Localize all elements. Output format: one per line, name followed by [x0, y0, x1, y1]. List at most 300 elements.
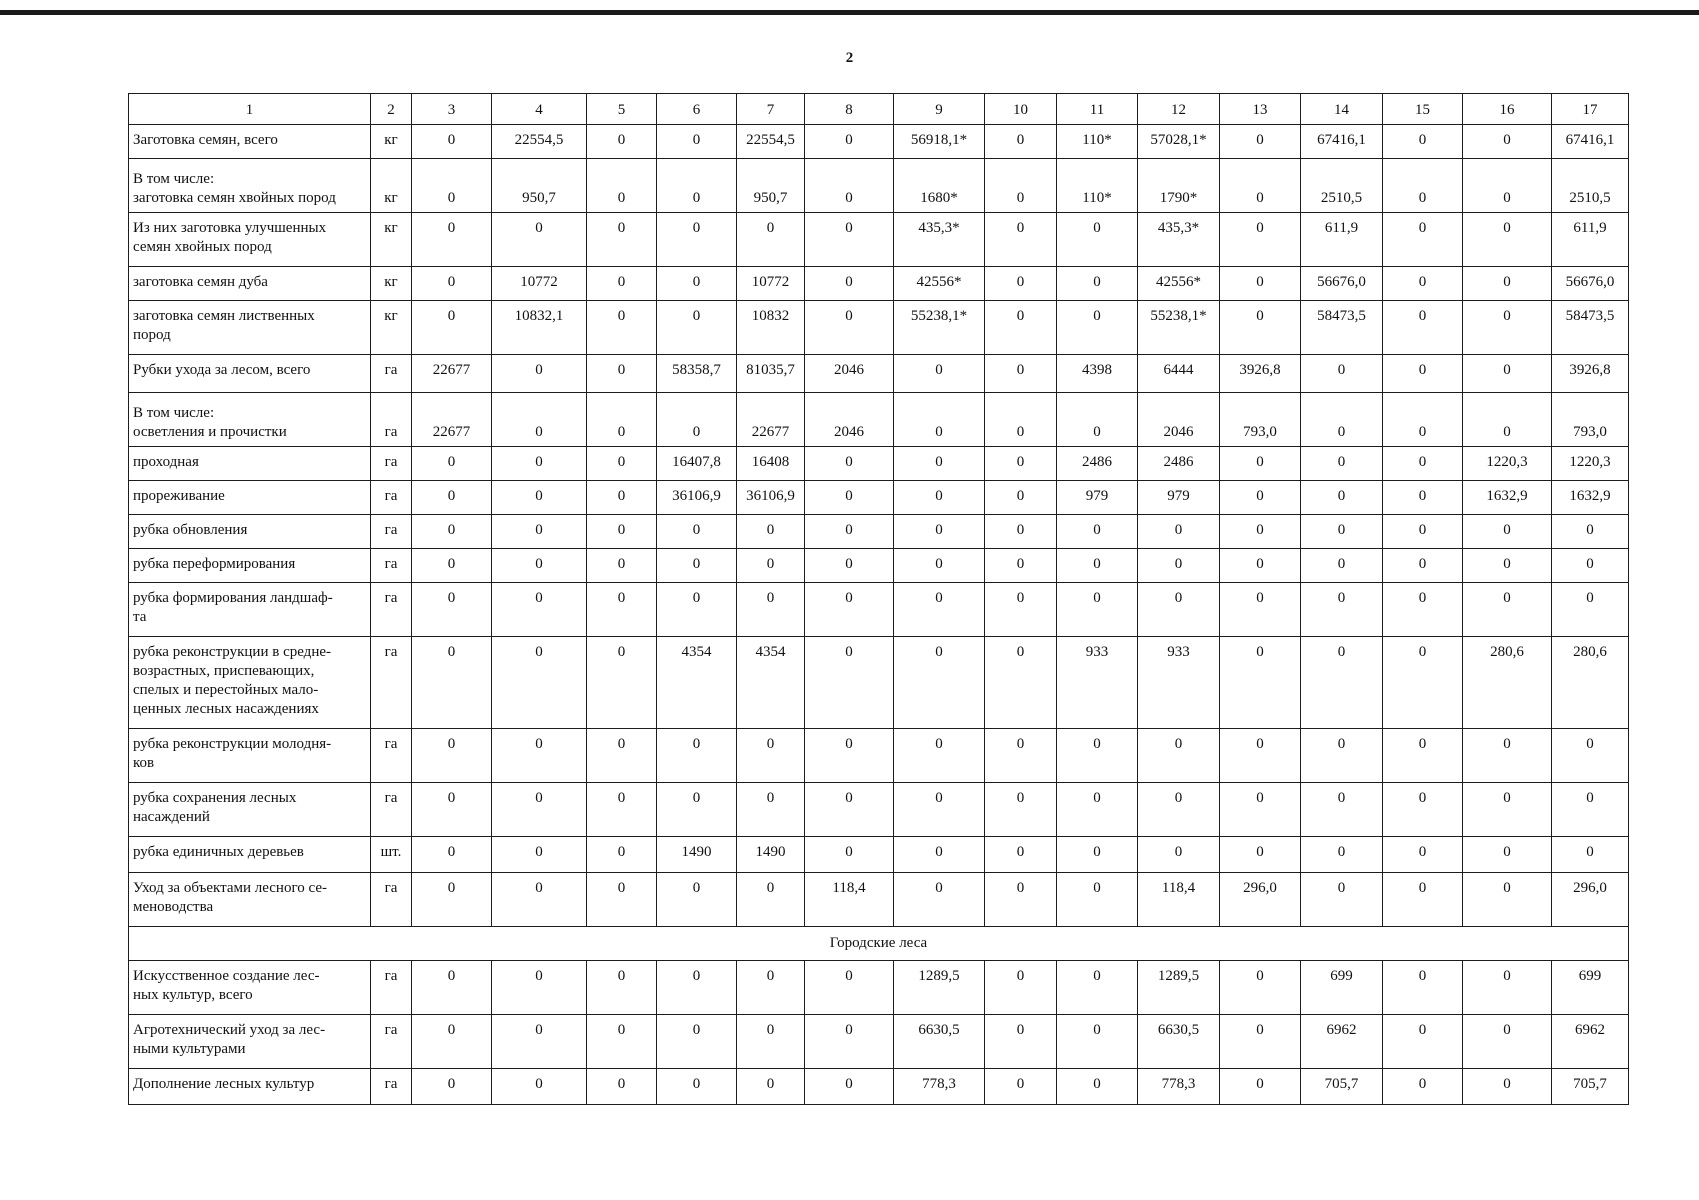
value-cell-col-13: 0	[1220, 159, 1301, 213]
value-cell-col-4: 0	[492, 515, 587, 549]
activity-name-line: ков	[133, 755, 155, 771]
value-cell-col-3: 22677	[412, 355, 492, 393]
activity-name-cell	[129, 549, 371, 583]
value-cell-col-15: 0	[1383, 355, 1463, 393]
activity-name-line: заготовка семян лиственных	[133, 308, 315, 324]
value-cell-col-12: 0	[1138, 729, 1220, 783]
value-cell-col-3: 0	[412, 301, 492, 355]
value-cell-col-17: 296,0	[1552, 873, 1629, 927]
value-cell-col-12: 55238,1*	[1138, 301, 1220, 355]
value-cell-col-3: 0	[412, 583, 492, 637]
value-cell-col-16: 1632,9	[1463, 481, 1552, 515]
value-cell-col-16: 0	[1463, 393, 1552, 447]
value-cell-col-13: 0	[1220, 447, 1301, 481]
value-cell-col-12: 6630,5	[1138, 1015, 1220, 1069]
column-header-17: 17	[1552, 94, 1629, 125]
value-cell-col-10: 0	[985, 1015, 1057, 1069]
value-cell-col-16: 0	[1463, 549, 1552, 583]
unit-cell: га	[371, 355, 412, 393]
value-cell-col-6: 16407,8	[657, 447, 737, 481]
value-cell-col-14: 56676,0	[1301, 267, 1383, 301]
value-cell-col-16: 0	[1463, 837, 1552, 873]
value-cell-col-7: 0	[737, 961, 805, 1015]
value-cell-col-15: 0	[1383, 583, 1463, 637]
value-cell-col-8: 0	[805, 637, 894, 729]
value-cell-col-15: 0	[1383, 447, 1463, 481]
activity-name-line: рубка формирования ландшаф-	[133, 590, 333, 606]
table-row	[129, 837, 1629, 873]
value-cell-col-8: 0	[805, 481, 894, 515]
value-cell-col-10: 0	[985, 637, 1057, 729]
activity-name-line: насаждений	[133, 809, 210, 825]
value-cell-col-8: 0	[805, 1015, 894, 1069]
value-cell-col-16: 0	[1463, 267, 1552, 301]
value-cell-col-11: 0	[1057, 213, 1138, 267]
column-header-5: 5	[587, 94, 657, 125]
value-cell-col-16: 1220,3	[1463, 447, 1552, 481]
value-cell-col-15: 0	[1383, 1015, 1463, 1069]
value-cell-col-3: 0	[412, 873, 492, 927]
value-cell-col-3: 0	[412, 1069, 492, 1105]
value-cell-col-16: 0	[1463, 1015, 1552, 1069]
table-row	[129, 301, 1629, 355]
value-cell-col-10: 0	[985, 481, 1057, 515]
value-cell-col-17: 705,7	[1552, 1069, 1629, 1105]
value-cell-col-6: 0	[657, 729, 737, 783]
value-cell-col-11: 0	[1057, 301, 1138, 355]
value-cell-col-6: 0	[657, 549, 737, 583]
value-cell-col-5: 0	[587, 393, 657, 447]
value-cell-col-13: 0	[1220, 837, 1301, 873]
value-cell-col-14: 6962	[1301, 1015, 1383, 1069]
value-cell-col-5: 0	[587, 267, 657, 301]
value-cell-col-15: 0	[1383, 549, 1463, 583]
value-cell-col-11: 0	[1057, 1015, 1138, 1069]
value-cell-col-9: 0	[894, 355, 985, 393]
value-cell-col-7: 0	[737, 1069, 805, 1105]
value-cell-col-12: 57028,1*	[1138, 125, 1220, 159]
activity-name-line: В том числе:	[133, 171, 215, 187]
value-cell-col-14: 0	[1301, 447, 1383, 481]
activity-name-cell	[129, 1015, 371, 1069]
table-row	[129, 515, 1629, 549]
value-cell-col-3: 0	[412, 159, 492, 213]
value-cell-col-7: 0	[737, 729, 805, 783]
value-cell-col-15: 0	[1383, 729, 1463, 783]
value-cell-col-13: 0	[1220, 515, 1301, 549]
unit-cell: га	[371, 729, 412, 783]
unit-cell: га	[371, 447, 412, 481]
value-cell-col-12: 0	[1138, 783, 1220, 837]
value-cell-col-11: 0	[1057, 873, 1138, 927]
activity-name-cell	[129, 125, 371, 159]
value-cell-col-8: 2046	[805, 355, 894, 393]
value-cell-col-10: 0	[985, 783, 1057, 837]
value-cell-col-5: 0	[587, 125, 657, 159]
value-cell-col-8: 2046	[805, 393, 894, 447]
value-cell-col-3: 0	[412, 837, 492, 873]
value-cell-col-13: 0	[1220, 481, 1301, 515]
activity-name-line: рубка реконструкции молодня-	[133, 736, 332, 752]
unit-cell: га	[371, 515, 412, 549]
value-cell-col-9: 778,3	[894, 1069, 985, 1105]
table-row	[129, 783, 1629, 837]
value-cell-col-17: 793,0	[1552, 393, 1629, 447]
value-cell-col-9: 0	[894, 447, 985, 481]
column-header-8: 8	[805, 94, 894, 125]
value-cell-col-13: 296,0	[1220, 873, 1301, 927]
activity-name-line: Дополнение лесных культур	[133, 1076, 315, 1092]
column-header-1: 1	[129, 94, 371, 125]
value-cell-col-14: 0	[1301, 729, 1383, 783]
activity-name-cell	[129, 393, 371, 447]
value-cell-col-3: 0	[412, 125, 492, 159]
value-cell-col-6: 58358,7	[657, 355, 737, 393]
value-cell-col-12: 933	[1138, 637, 1220, 729]
value-cell-col-12: 979	[1138, 481, 1220, 515]
value-cell-col-5: 0	[587, 1069, 657, 1105]
value-cell-col-7: 36106,9	[737, 481, 805, 515]
value-cell-col-11: 933	[1057, 637, 1138, 729]
value-cell-col-11: 0	[1057, 393, 1138, 447]
value-cell-col-6: 0	[657, 961, 737, 1015]
value-cell-col-4: 0	[492, 549, 587, 583]
value-cell-col-7: 0	[737, 583, 805, 637]
table-row	[129, 1015, 1629, 1069]
value-cell-col-17: 0	[1552, 515, 1629, 549]
value-cell-col-17: 0	[1552, 729, 1629, 783]
value-cell-col-11: 0	[1057, 783, 1138, 837]
value-cell-col-4: 0	[492, 447, 587, 481]
value-cell-col-10: 0	[985, 447, 1057, 481]
unit-cell: га	[371, 961, 412, 1015]
value-cell-col-5: 0	[587, 301, 657, 355]
activity-name-line: заготовка семян дуба	[133, 274, 268, 290]
unit-cell: га	[371, 393, 412, 447]
unit-cell: кг	[371, 125, 412, 159]
activity-name-cell	[129, 583, 371, 637]
value-cell-col-8: 0	[805, 125, 894, 159]
value-cell-col-12: 435,3*	[1138, 213, 1220, 267]
value-cell-col-13: 0	[1220, 1069, 1301, 1105]
activity-name-line: рубка сохранения лесных	[133, 790, 297, 806]
value-cell-col-16: 0	[1463, 873, 1552, 927]
value-cell-col-12: 118,4	[1138, 873, 1220, 927]
value-cell-col-12: 6444	[1138, 355, 1220, 393]
value-cell-col-7: 0	[737, 549, 805, 583]
value-cell-col-12: 1790*	[1138, 159, 1220, 213]
unit-cell: кг	[371, 301, 412, 355]
value-cell-col-15: 0	[1383, 873, 1463, 927]
value-cell-col-12: 0	[1138, 515, 1220, 549]
value-cell-col-11: 0	[1057, 515, 1138, 549]
value-cell-col-4: 0	[492, 637, 587, 729]
value-cell-col-4: 10832,1	[492, 301, 587, 355]
value-cell-col-9: 1289,5	[894, 961, 985, 1015]
value-cell-col-14: 0	[1301, 637, 1383, 729]
value-cell-col-12: 0	[1138, 549, 1220, 583]
value-cell-col-13: 0	[1220, 125, 1301, 159]
value-cell-col-4: 0	[492, 783, 587, 837]
value-cell-col-15: 0	[1383, 837, 1463, 873]
unit-cell: кг	[371, 159, 412, 213]
value-cell-col-8: 0	[805, 213, 894, 267]
value-cell-col-12: 0	[1138, 837, 1220, 873]
value-cell-col-9: 0	[894, 729, 985, 783]
value-cell-col-6: 0	[657, 159, 737, 213]
activity-name-line: прореживание	[133, 488, 225, 504]
value-cell-col-17: 1220,3	[1552, 447, 1629, 481]
value-cell-col-7: 10832	[737, 301, 805, 355]
value-cell-col-7: 0	[737, 515, 805, 549]
activity-name-cell	[129, 447, 371, 481]
column-header-10: 10	[985, 94, 1057, 125]
value-cell-col-5: 0	[587, 515, 657, 549]
value-cell-col-8: 0	[805, 583, 894, 637]
value-cell-col-17: 611,9	[1552, 213, 1629, 267]
table-row	[129, 213, 1629, 267]
value-cell-col-9: 0	[894, 783, 985, 837]
value-cell-col-13: 793,0	[1220, 393, 1301, 447]
value-cell-col-4: 0	[492, 961, 587, 1015]
value-cell-col-4: 10772	[492, 267, 587, 301]
value-cell-col-12: 2486	[1138, 447, 1220, 481]
value-cell-col-6: 4354	[657, 637, 737, 729]
value-cell-col-7: 0	[737, 873, 805, 927]
unit-cell: кг	[371, 213, 412, 267]
value-cell-col-11: 0	[1057, 267, 1138, 301]
value-cell-col-17: 0	[1552, 837, 1629, 873]
unit-cell: га	[371, 1069, 412, 1105]
value-cell-col-4: 0	[492, 213, 587, 267]
value-cell-col-4: 0	[492, 1015, 587, 1069]
value-cell-col-10: 0	[985, 583, 1057, 637]
value-cell-col-5: 0	[587, 447, 657, 481]
value-cell-col-9: 0	[894, 515, 985, 549]
activity-name-line: возрастных, приспевающих,	[133, 663, 315, 679]
value-cell-col-11: 0	[1057, 961, 1138, 1015]
activity-name-line: Рубки ухода за лесом, всего	[133, 362, 311, 378]
activity-name-line: меноводства	[133, 899, 214, 915]
value-cell-col-9: 56918,1*	[894, 125, 985, 159]
value-cell-col-13: 0	[1220, 1015, 1301, 1069]
column-number-header-row	[129, 94, 1629, 125]
unit-cell: га	[371, 549, 412, 583]
activity-name-cell	[129, 515, 371, 549]
value-cell-col-5: 0	[587, 729, 657, 783]
value-cell-col-12: 0	[1138, 583, 1220, 637]
value-cell-col-7: 81035,7	[737, 355, 805, 393]
value-cell-col-10: 0	[985, 1069, 1057, 1105]
activity-name-cell	[129, 481, 371, 515]
value-cell-col-17: 0	[1552, 783, 1629, 837]
value-cell-col-7: 22554,5	[737, 125, 805, 159]
value-cell-col-10: 0	[985, 393, 1057, 447]
unit-cell: га	[371, 873, 412, 927]
value-cell-col-11: 2486	[1057, 447, 1138, 481]
value-cell-col-14: 0	[1301, 837, 1383, 873]
value-cell-col-8: 118,4	[805, 873, 894, 927]
value-cell-col-9: 0	[894, 837, 985, 873]
value-cell-col-3: 0	[412, 783, 492, 837]
value-cell-col-4: 0	[492, 837, 587, 873]
value-cell-col-13: 0	[1220, 729, 1301, 783]
value-cell-col-3: 0	[412, 447, 492, 481]
table-row	[129, 355, 1629, 393]
value-cell-col-3: 0	[412, 637, 492, 729]
value-cell-col-15: 0	[1383, 393, 1463, 447]
value-cell-col-12: 778,3	[1138, 1069, 1220, 1105]
value-cell-col-15: 0	[1383, 783, 1463, 837]
value-cell-col-3: 0	[412, 729, 492, 783]
value-cell-col-11: 0	[1057, 583, 1138, 637]
value-cell-col-5: 0	[587, 159, 657, 213]
table-row	[129, 637, 1629, 729]
value-cell-col-10: 0	[985, 213, 1057, 267]
activity-name-cell	[129, 729, 371, 783]
value-cell-col-9: 42556*	[894, 267, 985, 301]
value-cell-col-3: 0	[412, 549, 492, 583]
value-cell-col-8: 0	[805, 961, 894, 1015]
value-cell-col-15: 0	[1383, 1069, 1463, 1105]
value-cell-col-6: 0	[657, 783, 737, 837]
value-cell-col-11: 0	[1057, 729, 1138, 783]
table-row	[129, 961, 1629, 1015]
value-cell-col-14: 0	[1301, 393, 1383, 447]
table-row	[129, 267, 1629, 301]
activity-name-line: осветления и прочистки	[133, 424, 287, 440]
value-cell-col-16: 0	[1463, 729, 1552, 783]
column-header-2: 2	[371, 94, 412, 125]
value-cell-col-9: 435,3*	[894, 213, 985, 267]
activity-name-line: ных культур, всего	[133, 987, 253, 1003]
activity-name-cell	[129, 961, 371, 1015]
column-header-12: 12	[1138, 94, 1220, 125]
table-row	[129, 481, 1629, 515]
activity-name-line: заготовка семян хвойных пород	[133, 190, 336, 206]
table-row	[129, 125, 1629, 159]
activity-name-line: В том числе:	[133, 405, 215, 421]
value-cell-col-3: 22677	[412, 393, 492, 447]
value-cell-col-14: 0	[1301, 549, 1383, 583]
activity-name-cell	[129, 355, 371, 393]
value-cell-col-7: 22677	[737, 393, 805, 447]
unit-cell: га	[371, 783, 412, 837]
value-cell-col-8: 0	[805, 159, 894, 213]
value-cell-col-5: 0	[587, 481, 657, 515]
value-cell-col-10: 0	[985, 355, 1057, 393]
activity-name-cell	[129, 837, 371, 873]
value-cell-col-15: 0	[1383, 267, 1463, 301]
value-cell-col-6: 0	[657, 1069, 737, 1105]
value-cell-col-15: 0	[1383, 301, 1463, 355]
value-cell-col-14: 0	[1301, 481, 1383, 515]
activity-name-line: та	[133, 609, 147, 625]
value-cell-col-14: 611,9	[1301, 213, 1383, 267]
value-cell-col-10: 0	[985, 729, 1057, 783]
value-cell-col-14: 0	[1301, 583, 1383, 637]
value-cell-col-16: 0	[1463, 125, 1552, 159]
value-cell-col-14: 0	[1301, 515, 1383, 549]
value-cell-col-15: 0	[1383, 481, 1463, 515]
value-cell-col-10: 0	[985, 159, 1057, 213]
activity-name-line: проходная	[133, 454, 199, 470]
value-cell-col-9: 0	[894, 393, 985, 447]
value-cell-col-10: 0	[985, 301, 1057, 355]
value-cell-col-12: 42556*	[1138, 267, 1220, 301]
value-cell-col-6: 36106,9	[657, 481, 737, 515]
activity-name-line: Уход за объектами лесного се-	[133, 880, 327, 896]
column-header-13: 13	[1220, 94, 1301, 125]
value-cell-col-13: 0	[1220, 583, 1301, 637]
value-cell-col-14: 67416,1	[1301, 125, 1383, 159]
activity-name-cell	[129, 637, 371, 729]
table-row	[129, 1069, 1629, 1105]
value-cell-col-14: 58473,5	[1301, 301, 1383, 355]
value-cell-col-6: 0	[657, 515, 737, 549]
value-cell-col-4: 0	[492, 729, 587, 783]
unit-cell: га	[371, 637, 412, 729]
value-cell-col-14: 0	[1301, 783, 1383, 837]
value-cell-col-17: 0	[1552, 583, 1629, 637]
value-cell-col-9: 55238,1*	[894, 301, 985, 355]
column-header-16: 16	[1463, 94, 1552, 125]
value-cell-col-14: 699	[1301, 961, 1383, 1015]
table-row	[129, 873, 1629, 927]
value-cell-col-17: 58473,5	[1552, 301, 1629, 355]
value-cell-col-3: 0	[412, 213, 492, 267]
value-cell-col-5: 0	[587, 213, 657, 267]
value-cell-col-6: 0	[657, 873, 737, 927]
value-cell-col-6: 0	[657, 125, 737, 159]
value-cell-col-5: 0	[587, 1015, 657, 1069]
activity-name-cell	[129, 1069, 371, 1105]
value-cell-col-10: 0	[985, 125, 1057, 159]
value-cell-col-17: 3926,8	[1552, 355, 1629, 393]
value-cell-col-9: 0	[894, 549, 985, 583]
value-cell-col-10: 0	[985, 515, 1057, 549]
value-cell-col-16: 0	[1463, 1069, 1552, 1105]
value-cell-col-4: 0	[492, 583, 587, 637]
value-cell-col-4: 22554,5	[492, 125, 587, 159]
value-cell-col-16: 0	[1463, 213, 1552, 267]
activity-name-cell	[129, 873, 371, 927]
column-header-11: 11	[1057, 94, 1138, 125]
value-cell-col-16: 0	[1463, 159, 1552, 213]
unit-cell: га	[371, 583, 412, 637]
value-cell-col-8: 0	[805, 301, 894, 355]
value-cell-col-5: 0	[587, 583, 657, 637]
value-cell-col-17: 6962	[1552, 1015, 1629, 1069]
value-cell-col-10: 0	[985, 837, 1057, 873]
table-row	[129, 549, 1629, 583]
top-border-rule	[0, 10, 1699, 15]
value-cell-col-13: 0	[1220, 267, 1301, 301]
value-cell-col-13: 0	[1220, 961, 1301, 1015]
page-number: 2	[845, 50, 854, 66]
value-cell-col-5: 0	[587, 355, 657, 393]
value-cell-col-4: 0	[492, 873, 587, 927]
value-cell-col-17: 2510,5	[1552, 159, 1629, 213]
activity-name-line: Агротехнический уход за лес-	[133, 1022, 326, 1038]
activity-name-cell	[129, 267, 371, 301]
activity-name-line: ными культурами	[133, 1041, 246, 1057]
value-cell-col-15: 0	[1383, 961, 1463, 1015]
value-cell-col-17: 699	[1552, 961, 1629, 1015]
value-cell-col-15: 0	[1383, 159, 1463, 213]
value-cell-col-17: 0	[1552, 549, 1629, 583]
value-cell-col-9: 6630,5	[894, 1015, 985, 1069]
